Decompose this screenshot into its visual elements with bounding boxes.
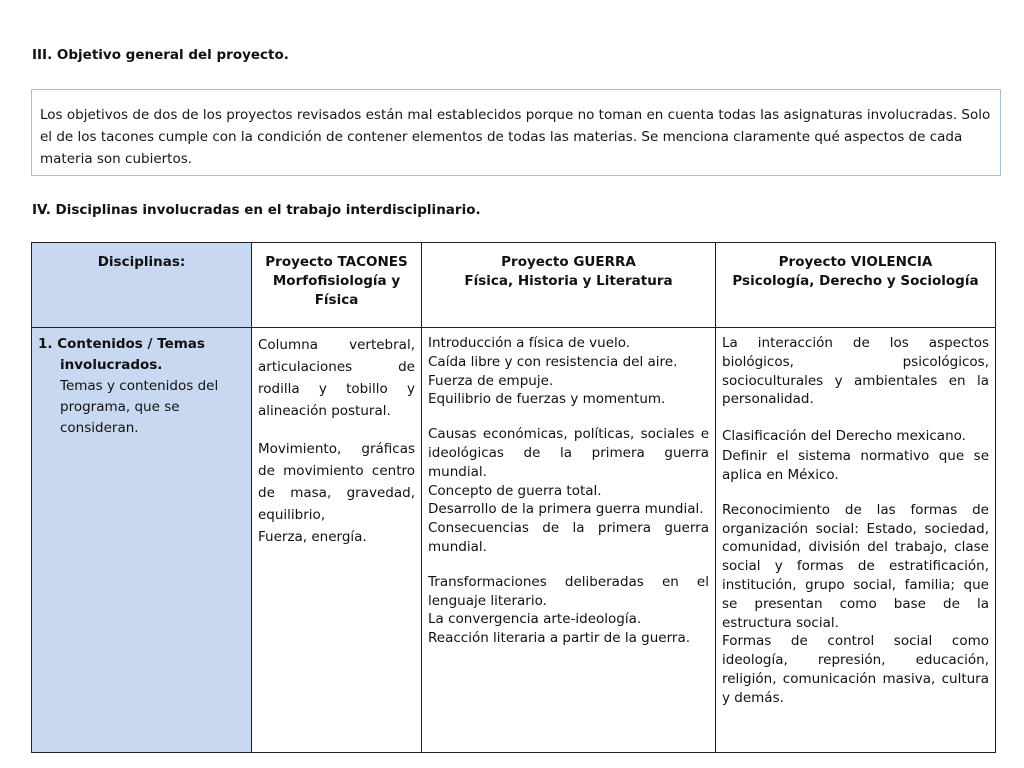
cell-tacones xyxy=(252,328,422,753)
guerra-item: Desarrollo de la primera guerra mundial. xyxy=(428,501,704,518)
cell-violencia xyxy=(716,328,996,753)
header-line: Proyecto TACONES xyxy=(265,254,408,270)
row-title xyxy=(38,334,245,376)
guerra-item: Introducción a física de vuelo. xyxy=(428,335,631,351)
header-line: Morfofisiología y Física xyxy=(272,273,401,308)
guerra-item: Causas económicas, políticas, sociales e ideológicas de la primera guerra mundial. xyxy=(428,426,709,480)
section-iii-heading: III. Objetivo general del proyecto. xyxy=(32,47,289,63)
guerra-item: Fuerza de empuje. xyxy=(428,372,554,389)
table-row xyxy=(32,328,996,753)
header-violencia xyxy=(716,243,996,328)
disciplines-table xyxy=(31,242,996,753)
table-header-row xyxy=(32,243,996,328)
guerra-item: Transformaciones deliberadas en el lenguaje literario. xyxy=(428,573,709,609)
violencia-item: Reconocimiento de las formas de organización social: Estado, sociedad, comunidad, división del trabajo, clase social y formas de estratificación, institución, grupo social, familia; que se presentan como base de la estructura social. xyxy=(722,501,989,631)
guerra-item: Reacción literaria a partir de la guerra. xyxy=(428,630,691,647)
header-guerra xyxy=(422,243,716,328)
guerra-item: Consecuencias de la primera guerra mundial. xyxy=(428,520,709,555)
violencia-item: Definir el sistema normativo que se aplica en México. xyxy=(722,448,989,483)
tacones-item: Columna vertebral, articulaciones de rodilla y tobillo y alineación postural. xyxy=(258,337,415,419)
header-tacones xyxy=(252,243,422,328)
cell-guerra xyxy=(422,328,716,753)
cell-row-title xyxy=(32,328,252,753)
section-iv-heading: IV. Disciplinas involucradas en el trabajo interdisciplinario. xyxy=(32,202,481,218)
violencia-item: Clasificación del Derecho mexicano. xyxy=(722,428,966,445)
header-line: Proyecto VIOLENCIA xyxy=(778,254,933,270)
guerra-item: Equilibrio de fuerzas y momentum. xyxy=(428,391,666,408)
violencia-item: Formas de control social como ideología, represión, educación, religión, comunicación masiva, cultura y demás. xyxy=(722,633,989,706)
tacones-item: Fuerza, energía. xyxy=(258,529,367,545)
header-line: Psicología, Derecho y Sociología xyxy=(732,273,979,289)
row-title-number: 1. Contenidos / Temas xyxy=(38,336,205,352)
guerra-item: Concepto de guerra total. xyxy=(428,482,602,499)
violencia-item: La interacción de los aspectos biológicos, psicológicos, socioculturales y ambientales en la personalidad. xyxy=(722,335,989,408)
header-line: Física, Historia y Literatura xyxy=(464,273,673,289)
header-disciplinas xyxy=(32,243,252,328)
guerra-item: La convergencia arte-ideología. xyxy=(428,611,642,628)
tacones-item: Movimiento, gráficas de movimiento centro de masa, gravedad, equilibrio, xyxy=(258,441,415,523)
header-line: Proyecto GUERRA xyxy=(501,254,636,270)
objective-text-box xyxy=(31,89,1001,176)
row-subtitle: Temas y contenidos del programa, que se consideran. xyxy=(60,378,219,436)
guerra-item: Caída libre y con resistencia del aire. xyxy=(428,353,678,370)
row-title-cont: involucrados. xyxy=(60,357,163,373)
objective-text: Los objetivos de dos de los proyectos revisados están mal establecidos porque no toman en cuenta todas las asignaturas involucradas. Solo el de los tacones cumple con la condición de contener elementos de todas las materias. Se menciona claramente qué aspectos de cada materia son cubiertos. xyxy=(40,107,991,167)
header-line: Disciplinas: xyxy=(97,254,186,270)
